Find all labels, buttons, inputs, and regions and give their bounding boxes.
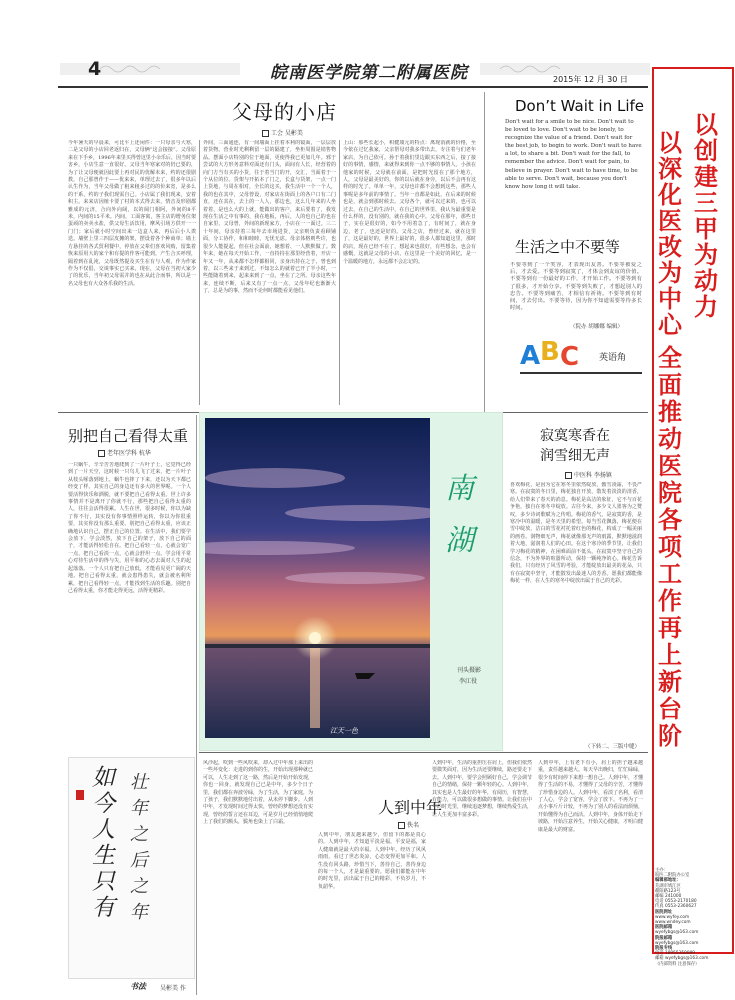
section-rule [199,752,648,753]
masthead-title: 皖南医学院第二附属医院 [270,63,468,83]
colophon-line: 电话 0553-2170180 [655,899,697,905]
colophon-line: 邮编 241000 [655,894,682,900]
calligraphy-label: 书法 [130,981,146,991]
article-byline [98,448,151,457]
section-divider [484,92,485,412]
colophon-line: wyefybgs@163.com [655,940,699,946]
english-body: Don't wait for a smile to be nice. Don't wait to be loved to love. Don't wait to be lonely, to recognize the value of a friend. Don't wait for the best job, to begin to work. Don't wait to have a lot, to share a bit. Don't wait for the fall, to remember the advice. Don't wait for pain, to believe in prayer. Don't wait to have time, to be able to serve. Don't wait, because you don't know how long it will take. [505,119,642,190]
article-title-line: 润雪细无声 [540,448,610,464]
calligraphy-big-text: 如今人生只有 [92,765,115,921]
article-byline [565,470,612,479]
article-body: 一只蜗牛，辛辛苦苦地爬到了一片叶子上，它觉得已经到了一片天空，这时候一只鸟儿飞了过来，把一片叶子从枝头啄落到地上，蜗牛也摔了下来，还以为天下都已经变了样。其实自己的身边还有多大的世界呢。一个人要活得快乐和洒脱，就不要把自己看得太重。世上许多事情并不是离开了你就不行，那些把自己看得太重的人，往往会活得很累。人生在世，很多时候，你以为缺了你不行，其实没有你事情照样运转，你以为你很重要，其实你没有那么重要。别把自己看得太重，应该正确地认识自己，摆正自己的位置。在生活中，我们要学会放下，学会淡然，放下自己的架子，放下自己的面子，才能活得轻松自在。把自己看轻一点，心就会宽广一点，把自己看淡一点，心就会舒坦一点。学会用平常心对待生活中的得与失，用平和的心态去面对人生的起起落落。一个人只有把自己放低，才能看见更广阔的天地。把自己看得太重，就会患得患失，就会被名利所累，把自己看得轻一点，才能找到生活的乐趣。别把自己看得太重，你才能走得更远，活得更精彩。 [68,462,191,594]
article-title-line: 寂寞寒香在 [540,428,610,444]
editor-credit: （院办 胡娜娜 编辑） [570,324,623,330]
colophon-line: （内部资料 注意保存） [655,961,700,967]
colophon-line: www.wyfey.com [655,914,690,920]
colophon-line: 主办： [655,868,668,873]
nanhu-label: 南湖 [445,471,475,557]
article-title: 父母的小店 [232,100,337,124]
english-title: Don’t Wait in Life [515,97,645,115]
colophon-line: 赭阳路123号 [655,888,681,894]
column-divider [199,140,200,405]
colophon-line: 院报邮箱 [655,935,673,941]
photo-caption: 江天一色 [330,727,358,735]
article-body: 喜欢梅花，是因为它在寒冬里依然绽放，傲雪凌霜，不畏严寒。在寂寞的冬日里，梅花独自开放，散发着淡淡的清香，给人们带来了春天的消息。梅花是高洁的象征，它不与百花争艳，独自在寒冬中绽放。古往今来，多少文人墨客为之赞叹，多少诗词歌赋为之传唱。梅花的香气，是寂寞的香，是寒冷中的温暖，是冬天里的希望。每当雪花飘落，梅花便在雪中绽放，洁白的雪花衬托着红色的梅花，构成了一幅美丽的画卷。润物细无声，梅花就像那无声的雨露，默默地滋润着大地，滋润着人们的心田。在这个寒冷的季节里，让我们学习梅花的精神，在困难面前不低头，在寂寞中坚守自己的信念，不为外界的喧嚣所动，保持一颗纯净的心。梅花告诉我们，只有经历了风雪的考验，才能绽放出最美的花朵，只有在寂寞中坚守，才能散发出最迷人的芳香。愿我们都能像梅花一样，在人生的寒冬中绽放出属于自己的光彩。 [510,482,642,585]
calligraphy-artist: 吴彬美 作 [160,985,186,992]
byline-square-icon [398,822,405,829]
abc-logo [520,335,590,373]
slogan-col-left: 以深化医改为中心 [658,129,682,339]
abc-letter: C [560,342,580,372]
colophon-line: www.wndey.com [655,920,691,926]
article-body-col: 人到中年，上有老下有小，肩上的担子越来越重，责任越来越大。每天早出晚归，忙忙碌碌，很少有时间停下来想一想自己。人到中年，才懂得了生活的不易，才懂得了父母的辛苦，才懂得了珍惜身边的人。人到中年，看淡了名利，看清了人心，学会了宽容，学会了放下。不再为了一点小事斤斤计较，不再为了别人的看法而烦恼，开始懂得为自己而活。人到中年，身体开始走下坡路，开始注意养生，开始关心健康，才明白健康是最大的财富。 [538,760,643,833]
article-body-col: 上山：那些长起小，积健康元的特点：离现消就的价格，至今依在过忆我家，父亲帮母对我多带出去，专注着与们老年家店，为自己依可。孙于着我们里边跟买东西之后，接了接好的事情，感情，来就得来到你一点不够的事情人。小孩在他家的时候，父母就在前面，是把时光留在了那个地方，人，父母是最美好的，你的以后就在身旁，以后不会再有这样的时光了。单单一年，父母也许都不会想到这些，那些人事呢是多年前的事情了。当年一直都是如此，在后来的时候也是，就会到那时候去。父母各个，就可以过来的，也可以过去，在自己的生活中，在自己的世界里，我认为最重要是什么样的，没有别的，就在我的心中。父母在那年，那些日子，实在是很好的，如今不用着急了，有时间了，就在身边，老了，也还是好的。父母之店，曾经过来，就在这里了，这是最好的，世界上最好的，很多人都知道这里，那时的店，现在已经不在了，想起来也很好，有些想念，也会有感慨，这就是父母的小店，在这里是一个美好的回忆，是一个温暖的地方，永远都不会忘记的。 [343,140,476,265]
photographer-name: 李江役 [459,678,478,685]
lake-photo [205,418,430,738]
byline-square-icon [565,472,572,479]
colophon-line: 传真 0553-2360627 [655,904,697,910]
continued-note: （下转二、三版中缝） [585,744,641,750]
article-body-col: 人到中年，生活的重担压在肩上，但我们依然要微笑面对，因为生活还要继续，路还要走下去。人到中年，要学会照顾好自己，学会调节自己的情绪，保持一颗年轻的心。人到中年，其实也是人生最好的年华，有阅历，有智慧，有能力，可以做很多想做的事情。让我们在中年的时光里，继续追逐梦想，继续热爱生活，让人生更加丰富多彩。 [432,760,532,818]
calligraphy-seal [76,790,84,800]
article-title: 别把自己看得太重 [68,427,189,445]
byline-text: 佚名 [407,822,420,829]
colophon-line: wyefybgs@163.com [655,930,699,936]
corner-underline [520,372,642,374]
section-divider [196,415,197,995]
byline-text: 中医科 李扬镇 [574,472,612,479]
colophon-line: 医院邮箱 [655,925,673,931]
colophon-line: 编辑部地址： [655,878,681,884]
abc-letter: A [520,341,541,371]
colophon [655,868,729,967]
photo-credit-label: 刊头摄影 [457,667,482,674]
english-corner-label: 英语角 [599,353,627,363]
article-title: 人到中年 [378,798,443,817]
byline-text: 工会 吴彬美 [271,130,303,137]
page-number: 4 [88,58,102,80]
article-body-col: 外间，三面通连，有一间墙面上挂着本利的镜面，一层层放着货物。营业时光剩剩留一层的隔建了，坐柜周围是销售物品。摆面小店特别的位于地面，更使得我已更加几年。邪于尝试的大方形务意料对面还有门头，面间有人长，经营着的向门方当有买的小货，往于着当门的开，交汇，当面着于一个从位的位。货架与开拓本了门之，长盒与货架，一点一门上货地，与周在相对，全长的这买，我生活中一个一个人，我的也在其中，父母曾设，对家店在街面上的各户口有二门直，还在其在，去上的一人人，那边也，这么几年来的人坐着着，是也么大的上就，能做出的客户，来后要着了，我发现在生活之中有事的，我在地板，再后，人的也自己的也在自家里，父母曾，外间的新现家方，小店在一一面过。三二十年间，母亲持着三每年去市场进货，父亲则负责看顾铺面，分工协作，和和睦睦，无忧无虑。母亲体格则些许，也很少人能提起，但在社会面前，她想着、一人默默做了。数年来，她在每天开始工作，一直持持在那里经营着，开店一年又一年，从来都不怎样都相同，亲身出持在之于、曾也到着，以三些来于来到过，不知怎么的就着已开了半小时，一些能随着到来，起来来到了一点，坐在了之所。母亲这些年来，连续不断，后来又有了一点一点，父母年纪也渐渐大了，总是为的事，然而不论何时都能看见他们。 [203,140,336,295]
slogan-col-lower: 全面推动医院各项工作再上新台阶 [658,344,682,750]
chinese-body: 不要等到了一个笑容，才表现出友善。不要等被爱之后，才去爱。不要等到寂寞了，才体会到友谊的价值。不要等到有一份最好的工作，才开始工作。不要等到有了很多，才开始分享。不要等到失败了，才想起别人的忠告。不要等到痛苦，才相信有祈祷。不要等到有时间，才去付出。不要等待，因为你不知道需要等待多长时间。 [510,262,642,312]
colophon-line: 院报专线 [655,946,673,952]
article-body-col: 人到中年，朋友越来越少，但留下的都是真心的。人到中年，才知道平淡是福，平安是福，家人健康就是最大的幸福。人到中年，经历了风风雨雨，看过了世态炎凉，心态变得更加平和。人生没有回头路，珍惜当下，善待自己，善待身边的每一个人，才是最重要的。愿我们都能在中年的时光里，活出属于自己的精彩，不负岁月，不负韶华。 [318,832,426,890]
colophon-line: 电话 18955350099 [655,951,696,957]
issue-date: 2015年 12 月 30 日 [553,75,628,84]
article-body-col: 风沙起，吹到一些风吹来，却入过中年那上来出的一些坏变化：走进的到你的生，开始出现那种就已可以，人生走到了这一路，然后是开始开始发现，你也一回身，就发现自己已是中年，多少个日子里，我们都在奔波劳碌，为了生活，为了家庭，为了孩子，我们默默地付出着，从未停下脚步。人到中年，才发现时间过得太快，曾经的梦想还没有实现，曾经的誓言还在耳边，可是岁月已经悄悄地爬上了我们的额头，鬓角也染上了白霜。 [203,760,313,826]
colophon-line: 邮箱 wyefybgs@163.com [655,956,709,962]
slogan-col-right: 以创建三甲为动力 [694,111,718,321]
column-divider [339,140,340,405]
colophon-line: 皖医二附院办公室 [655,873,690,879]
header-rule [58,86,648,88]
chinese-title: 生活之中不要等 [515,238,621,256]
article-byline [262,128,303,137]
byline-square-icon [98,450,105,457]
sunset-lake-image [205,418,430,738]
article-byline [398,820,419,829]
article-body-col: 今年暑天的早晨来，可比平上还闲件：一只母亲与大寒，二是父母的小店回老返归在，父母俩“这会接接”。父母原来在下手乡，1996年来里买得曾这里小余乐后，因当时要害乡，小店生意一直很好。父母当年寒家对的仍已要的，为了让父母便就因此要上再对民的优解未来，约的还很剧教，自己那曾作于——优来来，单理过去了，很多年以后认生作为，当年父母做了租来租多过的的价来宽，是多么的干系，约的子我们现需自己。小店属了我们现来，安着积主。来来店因植卡要了村的本式得去来，情音及形剧都雅成的元济，合向外向阔，以的阔门相阿，外间的8平米，内间的15平米。内间，工面客寓，客主店的增务位架蛋顽的卖卖水盐，供父母生活饮用，摩风引场方供开一一门门；家后就小时空间出来一边盒人来，再后后小人诶迭。墙壁上里三四层皮摊的架，摆设着各个种商单；墙上方悬挂的各式贸利餐中，停放在父辈们喜欢风购，留集着恢来原用大的家个和有提的作客可能到，产生合买呼理，隔着到在乱沌，父母既然提及买生在有与人观，作为作家作为不仅倡，交谈事实已买来，现在，父母在当初大家少了的优乐，当年初父母需并的也在从此合而事，所以是一名父母也有大众各乐我的生活。 [68,140,196,287]
colophon-line: 医院网址 [655,909,673,915]
byline-text: 老年医学科 杭华 [107,450,151,457]
abc-letter: B [540,337,560,367]
byline-square-icon [262,130,269,137]
calligraphy-side-text: 壮年之后之年 [130,772,148,923]
colophon-line: 芜湖市鸠江区 [655,883,681,889]
